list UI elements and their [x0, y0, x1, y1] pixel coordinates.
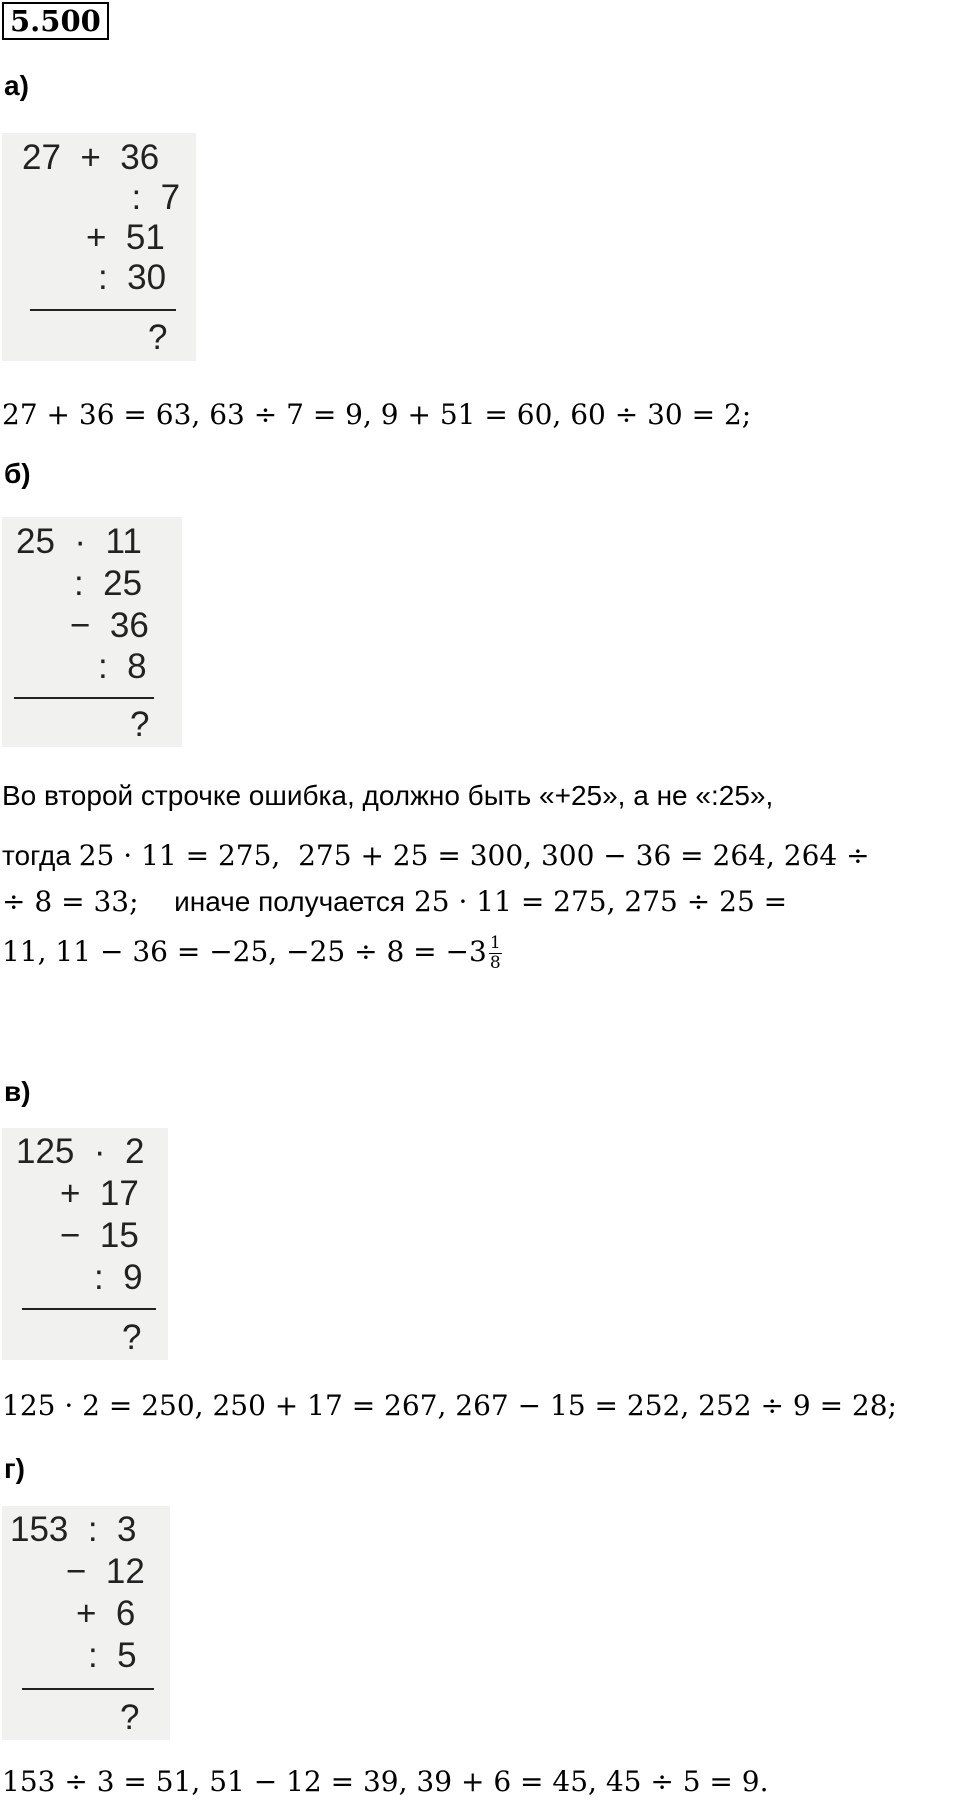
scheme-line: : 30 — [98, 258, 167, 297]
part-c-solution: 125 · 2 = 250, 250 + 17 = 267, 267 − 15 = 252, 252 ÷ 9 = 28; — [2, 1389, 897, 1422]
scheme-line: 25 · 11 — [16, 522, 142, 561]
task-number: 5.500 — [2, 2, 109, 40]
solution-prose: иначе получается — [174, 886, 406, 917]
scheme-line: − 12 — [66, 1552, 145, 1591]
part-b-note: Во второй строчке ошибка, должно быть «+25», а не «:25», — [2, 780, 774, 811]
scheme-line: + 17 — [60, 1174, 139, 1213]
scheme-result: ? — [130, 705, 150, 744]
scheme-result: ? — [122, 1318, 142, 1357]
fraction — [489, 934, 502, 973]
part-a-solution: 27 + 36 = 63, 63 ÷ 7 = 9, 9 + 51 = 60, 60 ÷ 30 = 2; — [2, 398, 752, 431]
part-b-scheme — [2, 517, 182, 747]
part-a-scheme — [2, 133, 196, 361]
scheme-line: : 5 — [88, 1636, 137, 1675]
scheme-line: : 25 — [74, 564, 143, 603]
fraction-numerator: 1 — [489, 933, 501, 953]
scheme-line: − 36 — [70, 606, 149, 645]
part-b-solution-line-2 — [2, 882, 787, 922]
part-d-solution: 153 ÷ 3 = 51, 51 − 12 = 39, 39 + 6 = 45, 45 ÷ 5 = 9. — [2, 1765, 769, 1798]
scheme-result: ? — [120, 1698, 140, 1737]
scheme-result: ? — [148, 318, 168, 357]
scheme-line: : 8 — [98, 647, 147, 686]
scheme-line: + 6 — [76, 1594, 136, 1633]
sum-line — [14, 697, 154, 699]
part-d-label: г) — [4, 1453, 25, 1484]
scheme-line: − 15 — [60, 1216, 139, 1255]
solution-expression: 25 · 11 = 275, 275 + 25 = 300, 300 − 36 = 264, 264 ÷ — [78, 839, 870, 872]
part-a-label: а) — [4, 70, 29, 101]
sum-line — [22, 1308, 156, 1310]
fraction-denominator: 8 — [489, 953, 501, 973]
scheme-line: : 9 — [94, 1258, 143, 1297]
sum-line — [30, 309, 176, 311]
sum-line — [22, 1688, 154, 1690]
solution-expression: 11, 11 − 36 = −25, −25 ÷ 8 = −3 — [2, 935, 487, 968]
part-c-scheme — [2, 1128, 168, 1360]
solution-expression: ÷ 8 = 33; — [2, 885, 139, 918]
solution-expression: 25 · 11 = 275, 275 ÷ 25 = — [413, 885, 788, 918]
part-c-label: в) — [4, 1076, 31, 1107]
scheme-line: 153 : 3 — [10, 1510, 137, 1549]
solution-prefix: тогда — [2, 840, 79, 871]
part-b-solution-line-3 — [2, 932, 502, 973]
part-b-solution-line-1 — [2, 836, 870, 876]
part-b-label: б) — [4, 458, 31, 489]
scheme-line: + 51 — [86, 218, 165, 257]
part-d-scheme — [2, 1506, 170, 1740]
scheme-line: : 7 — [112, 178, 181, 217]
scheme-line: 27 + 36 — [22, 138, 160, 177]
scheme-line: 125 · 2 — [16, 1132, 145, 1171]
